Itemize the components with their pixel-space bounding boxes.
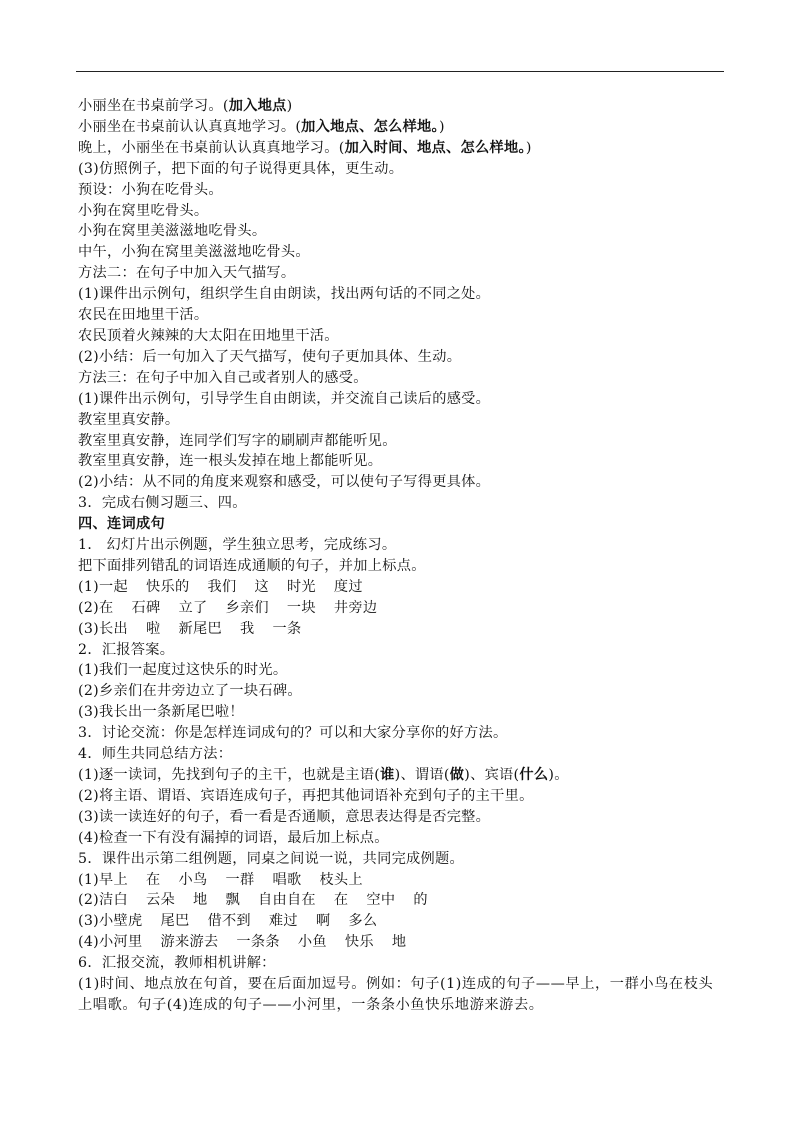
text-line: 教室里真安静，连同学们写字的刷刷声都能听见。 [78,432,397,449]
scrambled-word: 枝头上 [319,871,363,888]
scrambled-word: 唱歌 [272,871,302,888]
scrambled-word: 立了 [178,599,208,616]
word-list-line [78,870,728,891]
scrambled-word: (1)早上 [78,871,128,888]
scrambled-word: 我 [239,620,255,637]
header-rule [76,71,724,72]
bold-segment: 什么 [519,767,549,783]
scrambled-word: (4)小河里 [78,934,143,951]
text-line: (1)时间、地点放在句首，要在后面加逗号。例如：句子(1)连成的句子——早上，一群小鸟在枝头上唱歌。句子(4)连成的句子——小河里，一条条小鱼快乐地游来游去。 [78,976,714,1013]
scrambled-word: 一条条 [236,934,280,951]
text-line [78,138,728,159]
text-segment: ) [438,118,445,135]
scrambled-word: 啊 [315,913,331,930]
scrambled-word: 这 [254,578,269,595]
scrambled-word: (1)一起 [78,578,128,595]
text-line: (2)小结：后一句加入了天气描写，使句子更加具体、生动。 [78,348,462,365]
text-segment: )。 [548,767,569,783]
scrambled-word: (2)洁白 [78,892,128,909]
word-list-line [78,932,728,953]
scrambled-word: 难过 [268,913,298,930]
text-segment: 晚上，小丽坐在书桌前认认真真地学习。( [78,139,345,156]
text-line [78,765,728,786]
text-line: (3)仿照例子，把下面的句子说得更具体，更生动。 [78,160,404,177]
scrambled-word: 在 [145,871,161,888]
text-line: (1)课件出示例句，引导学生自由朗读，并交流自己读后的感受。 [78,390,491,407]
text-line [78,96,728,117]
scrambled-word: 一条 [272,620,302,637]
text-line: 6．汇报交流，教师相机讲解： [78,955,276,972]
bold-segment: 加入地点 [228,98,287,114]
scrambled-word: (3)长出 [78,620,128,637]
text-line: 方法二：在句子中加入天气描写。 [78,265,296,282]
scrambled-word: (2)在 [78,599,114,616]
scrambled-word: 井旁边 [333,599,378,616]
text-line: 小狗在窝里吃骨头。 [78,202,209,219]
scrambled-word: 啦 [145,620,161,637]
word-list-line [78,619,728,640]
scrambled-word: 尾巴 [160,913,190,930]
text-line: (3)我长出一条新尾巴啦！ [78,704,244,721]
bold-segment: 谁 [380,767,395,783]
text-line: 农民顶着火辣辣的大太阳在田地里干活。 [78,327,339,344]
scrambled-word: 度过 [333,578,363,595]
scrambled-word: 我们 [207,578,237,595]
section-heading: 四、连词成句 [78,516,165,533]
text-line: 1． 幻灯片出示例题，学生独立思考，完成练习。 [78,537,397,554]
text-segment: )、谓语( [394,767,450,783]
scrambled-word: 多么 [348,913,378,930]
text-line: 教室里真安静，连一根头发掉在地上都能听见。 [78,453,383,470]
text-line: 2．汇报答案。 [78,641,175,658]
word-list-line [78,577,728,598]
text-segment: ) [286,98,293,114]
text-segment: ) [525,139,532,156]
text-segment: 小丽坐在书桌前认认真真地学习。( [78,118,302,135]
text-line: 3．完成右侧习题三、四。 [78,495,247,512]
scrambled-word: 乡亲们 [225,599,269,616]
word-list-line [78,598,728,619]
scrambled-word: 一群 [225,871,255,888]
text-segment: (1)逐一读词，先找到句子的主干，也就是主语( [78,767,381,783]
scrambled-word: 时光 [286,578,316,595]
bold-segment: 做 [449,767,465,783]
scrambled-word: 小鸟 [178,871,208,888]
scrambled-word: 借不到 [207,913,251,930]
text-line: (4)检查一下有没有漏掉的词语，最后加上标点。 [78,829,389,846]
text-line: (2)将主语、谓语、宾语连成句子，再把其他词语补充到句子的主干里。 [78,787,534,804]
text-line: (2)乡亲们在井旁边立了一块石碑。 [78,683,302,700]
text-line: 把下面排列错乱的词语连成通顺的句子，并加上标点。 [78,557,426,574]
word-list-line [78,890,728,911]
text-line: 方法三：在句子中加入自己或者别人的感受。 [78,369,368,386]
scrambled-word: 地 [391,934,407,951]
text-line: (1)我们一起度过这快乐的时光。 [78,662,288,679]
text-line: (1)课件出示例句，组织学生自由朗读，找出两句话的不同之处。 [78,286,491,303]
scrambled-word: 地 [192,892,208,909]
bold-segment: 加入地点、怎么样地。 [301,118,439,135]
text-line: 中午，小狗在窝里美滋滋地吃骨头。 [78,244,310,261]
scrambled-word: 在 [333,892,349,909]
text-line: 3．讨论交流：你是怎样连词成句的？可以和大家分享你的好方法。 [78,725,508,742]
text-line: (3)读一读连好的句子，看一看是否通顺，意思表达得是否完整。 [78,808,491,825]
text-line [78,117,728,138]
text-line: 预设：小狗在吃骨头。 [78,181,223,198]
scrambled-word: 小鱼 [297,934,327,951]
scrambled-word: 空中 [366,892,396,909]
bold-segment: 加入时间、地点、怎么样地。 [344,139,526,156]
text-line: (2)小结：从不同的角度来观察和感受，可以使句子写得更具体。 [78,474,491,491]
text-line: 5．课件出示第二组例题，同桌之间说一说，共同完成例题。 [78,850,465,867]
scrambled-word: 新尾巴 [178,620,222,637]
text-line: 4．师生共同总结方法： [78,746,233,763]
scrambled-word: 一块 [286,599,316,616]
text-line: 教室里真安静。 [78,411,180,428]
text-line: 农民在田地里干活。 [78,307,209,324]
scrambled-word: 石碑 [131,599,161,616]
scrambled-word: 快乐的 [145,578,190,595]
text-segment: )、宾语( [464,767,520,783]
scrambled-word: 的 [413,892,428,909]
scrambled-word: 飘 [225,892,240,909]
scrambled-word: 快乐 [344,934,374,951]
text-segment: 小丽坐在书桌前学习。( [78,98,229,114]
document-body [78,96,728,1016]
scrambled-word: 自由自在 [257,892,316,909]
scrambled-word: (3)小壁虎 [78,913,143,930]
word-list-line [78,911,728,932]
scrambled-word: 云朵 [145,892,175,909]
scrambled-word: 游来游去 [160,934,219,951]
text-line: 小狗在窝里美滋滋地吃骨头。 [78,223,267,240]
